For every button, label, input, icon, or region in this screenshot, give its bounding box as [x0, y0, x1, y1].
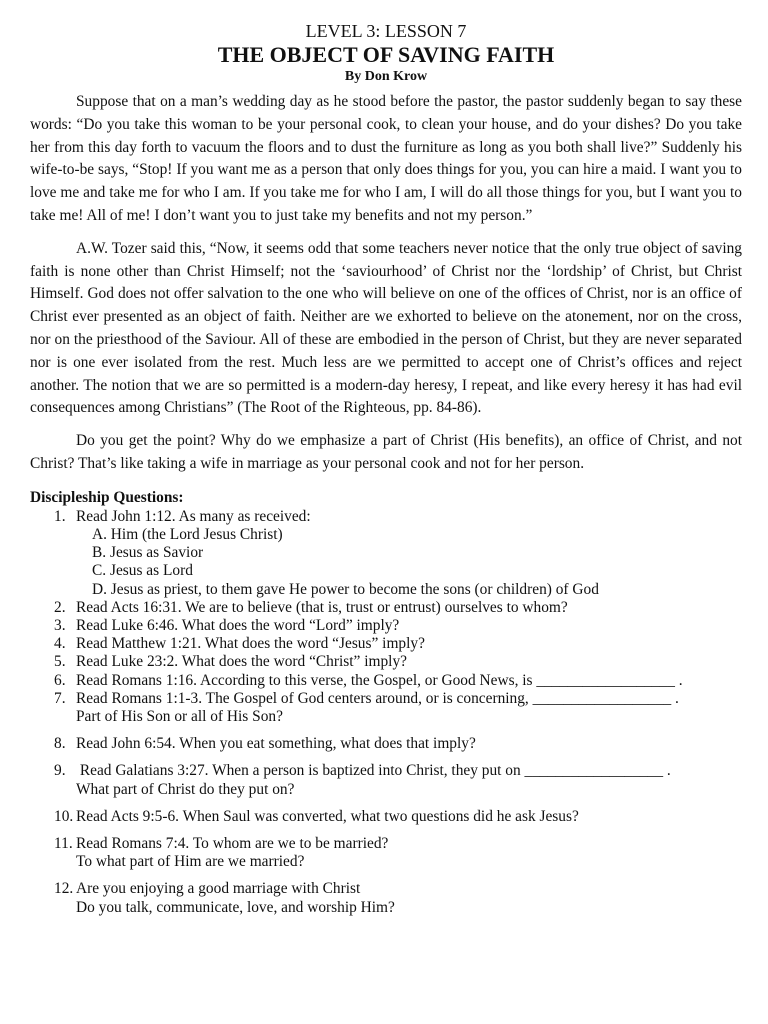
question-text: Are you enjoying a good marriage with Christ: [76, 880, 361, 898]
paragraph-tozer-quote: A.W. Tozer said this, “Now, it seems odd that some teachers never notice that the only true object of saving faith is none other than Christ Himself; not the ‘saviourhood’ of Christ nor the ‘lordship’ of Christ, but Christ Himself. God does not offer salvation to the one who will believe on one of the offices of Christ, nor is an office of Christ ever presented as an object of faith. Neither are we exhorted to believe on the atonement, nor on the cross, nor on the priesthood of the Saviour. All of these are embodied in the person of Christ, but they are never separated nor is one ever isolated from the rest. Much less are we permitted to accept one of Christ’s offices and reject another. The notion that we are so permitted is a modern-day heresy, I repeat, and like every heresy it has had evil consequences among Christians” (The Root of the Righteous, pp. 84-86).: [30, 239, 742, 417]
question-item: [30, 880, 742, 916]
question-text: Read Luke 6:46. What does the word “Lord” imply?: [76, 616, 400, 634]
answer-options: [76, 526, 742, 599]
question-text: Part of His Son or all of His Son?: [76, 707, 283, 725]
answer-option: A. Him (the Lord Jesus Christ): [92, 525, 283, 543]
answer-option: D. Jesus as priest, to them gave He power to become the sons (or children) of God: [92, 580, 599, 598]
paragraph-wedding-story: Suppose that on a man’s wedding day as he stood before the pastor, the pastor suddenly began to say these words: “Do you take this woman to be your personal cook, to clean your house, and do your dishes? Do you take her from this day forth to vacuum the floors and to dust the furniture as long as you both shall live?” Suddenly his wife-to-be says, “Stop! If you want me as a person that only does things for you, you can hire a maid. I want you to love me and take me for who I am. If you take me for who I am, I will do all those things for you, but I want you to take me! All of me! I don’t want you to just take my benefits and not my person.”: [30, 93, 742, 224]
question-text: Read Acts 16:31. We are to believe (that is, trust or entrust) ourselves to whom?: [76, 598, 568, 616]
question-item: [30, 735, 742, 753]
question-item: [30, 617, 742, 635]
question-text: Read John 6:54. When you eat something, what does that imply?: [76, 735, 476, 753]
question-text: What part of Christ do they put on?: [76, 780, 295, 798]
question-item: [30, 653, 742, 671]
question-number: 12.: [54, 880, 74, 898]
question-item: [30, 690, 742, 726]
question-text: To what part of Him are we married?: [76, 853, 305, 871]
answer-option: C. Jesus as Lord: [92, 562, 193, 580]
question-text: Read Romans 1:16. According to this verse, the Gospel, or Good News, is __________________ .: [76, 671, 683, 689]
question-text: Read Galatians 3:27. When a person is baptized into Christ, they put on __________________ .: [76, 762, 671, 780]
question-number: 3.: [54, 616, 66, 634]
question-text: Read Matthew 1:21. What does the word “Jesus” imply?: [76, 635, 425, 653]
page-title: THE OBJECT OF SAVING FAITH: [217, 42, 555, 67]
author-byline: By Don Krow: [344, 69, 428, 84]
question-number: 5.: [54, 653, 66, 671]
question-number: 9.: [54, 762, 66, 780]
paragraph-point: Do you get the point? Why do we emphasize a part of Christ (His benefits), an office of Christ, and not Christ? That’s like taking a wife in marriage as your personal cook and not for her person.: [30, 432, 742, 472]
question-item: [30, 672, 742, 690]
question-text: Do you talk, communicate, love, and worship Him?: [76, 898, 395, 916]
question-item: [30, 762, 742, 798]
answer-option: B. Jesus as Savior: [92, 544, 204, 562]
question-number: 11.: [54, 835, 73, 852]
question-number: 2.: [54, 598, 66, 616]
question-item: [30, 508, 742, 599]
question-item: [30, 835, 742, 871]
question-item: [30, 808, 742, 826]
questions-heading: Discipleship Questions:: [30, 488, 184, 506]
question-text: Read Romans 7:4. To whom are we to be married?: [76, 835, 389, 852]
question-number: 6.: [54, 671, 66, 689]
question-number: 4.: [54, 635, 66, 653]
question-number: 8.: [54, 735, 66, 753]
question-number: 10.: [54, 807, 74, 825]
question-text: Read John 1:12. As many as received:: [76, 507, 311, 525]
question-item: [30, 599, 742, 617]
question-text: Read Luke 23:2. What does the word “Christ” imply?: [76, 653, 407, 671]
question-number: 7.: [54, 689, 66, 707]
question-number: 1.: [54, 507, 66, 525]
question-text: Read Romans 1:1-3. The Gospel of God centers around, or is concerning, __________________ .: [76, 689, 679, 707]
lesson-level: LEVEL 3: LESSON 7: [305, 21, 467, 41]
question-text: Read Acts 9:5-6. When Saul was converted, what two questions did he ask Jesus?: [76, 807, 579, 825]
question-item: [30, 635, 742, 653]
questions-list: [30, 508, 742, 917]
